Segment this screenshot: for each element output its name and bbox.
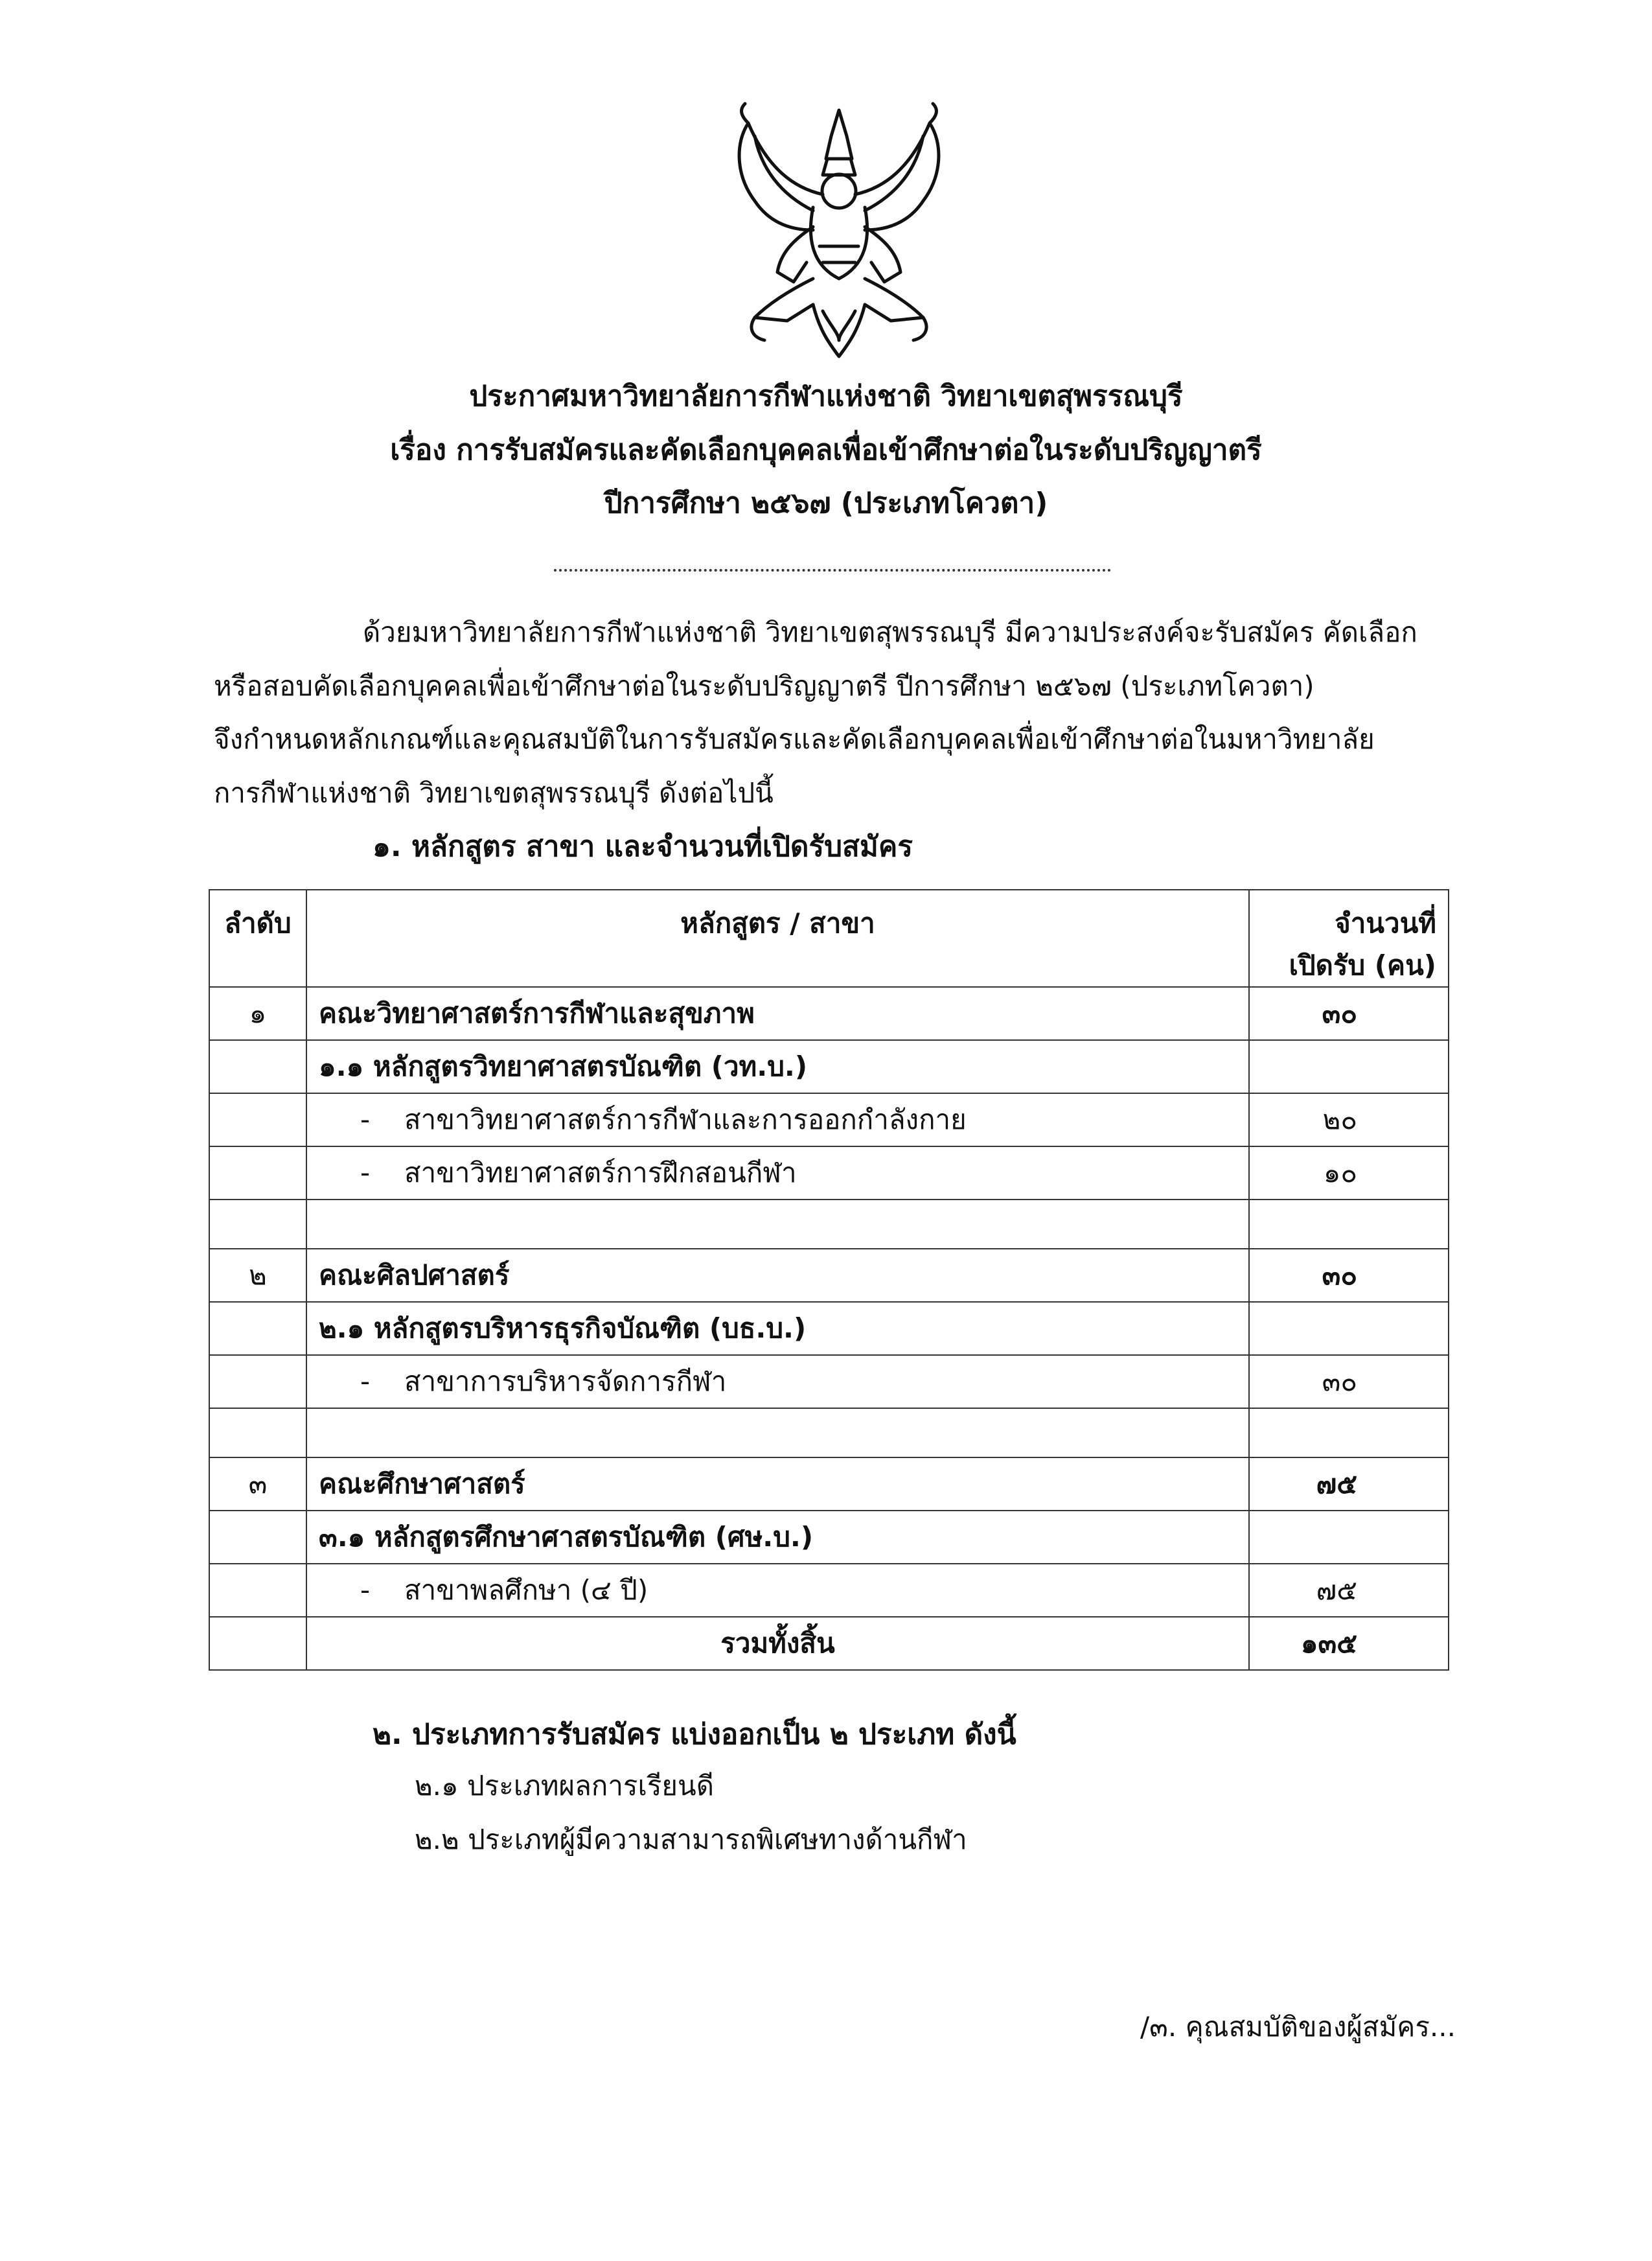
continuation-note: /๓. คุณสมบัติของผู้สมัคร... (1140, 2011, 1456, 2043)
program-name: ๒.๑ หลักสูตรบริหารธุรกิจบัณฑิต (บธ.บ.) (306, 1302, 1249, 1355)
major-count: ๒๐ (1249, 1093, 1449, 1146)
section-2-title: ๒. ประเภทการรับสมัคร แบ่งออกเป็น ๒ ประเภท ดังนี้ (373, 1718, 1016, 1751)
major-name (306, 1355, 1249, 1408)
table-row-blank (209, 1200, 1449, 1249)
faculty-name: คณะวิทยาศาสตร์การกีฬาและสุขภาพ (306, 987, 1249, 1040)
empty-cell (1249, 1511, 1449, 1564)
empty-cell (306, 1408, 1249, 1457)
section-2-item-1: ๒.๑ ประเภทผลการเรียนดี (415, 1770, 714, 1802)
major-label: สาขาพลศึกษา (๔ ปี) (404, 1574, 648, 1606)
major-label: สาขาวิทยาศาสตร์การกีฬาและการออกกำลังกาย (404, 1104, 967, 1136)
intro-line-1: ด้วยมหาวิทยาลัยการกีฬาแห่งชาติ วิทยาเขตสุพรรณบุรี มีความประสงค์จะรับสมัคร คัดเลือก (363, 616, 1417, 648)
table-row (209, 1093, 1449, 1146)
announcement-subject: เรื่อง การรับสมัครและคัดเลือกบุคคลเพื่อเข้าศึกษาต่อในระดับปริญญาตรี (390, 434, 1262, 467)
header-no: ลำดับ (209, 890, 306, 987)
dash: - (360, 1157, 371, 1189)
empty-cell (1249, 1408, 1449, 1457)
table-row-blank (209, 1408, 1449, 1457)
table-row (209, 1457, 1449, 1511)
empty-cell (1249, 1302, 1449, 1355)
empty-cell (209, 1408, 306, 1457)
table-row (209, 1511, 1449, 1564)
program-name: ๑.๑ หลักสูตรวิทยาศาสตรบัณฑิต (วท.บ.) (306, 1040, 1249, 1093)
intro-line-2: หรือสอบคัดเลือกบุคคลเพื่อเข้าศึกษาต่อในระดับปริญญาตรี ปีการศึกษา ๒๕๖๗ (ประเภทโควตา) (214, 670, 1314, 702)
major-label: สาขาวิทยาศาสตร์การฝึกสอนกีฬา (404, 1157, 797, 1189)
faculty-no: ๒ (209, 1249, 306, 1302)
empty-cell (209, 1040, 306, 1093)
empty-cell (209, 1511, 306, 1564)
total-label: รวมทั้งสิ้น (306, 1617, 1249, 1670)
empty-cell (209, 1617, 306, 1670)
programs-table (209, 889, 1449, 1671)
faculty-count: ๗๕ (1249, 1457, 1449, 1511)
intro-line-4: การกีฬาแห่งชาติ วิทยาเขตสุพรรณบุรี ดังต่อไปนี้ (214, 777, 774, 809)
section-2-item-2: ๒.๒ ประเภทผู้มีความสามารถพิเศษทางด้านกีฬา (415, 1824, 967, 1855)
section-1-title: ๑. หลักสูตร สาขา และจำนวนที่เปิดรับสมัคร (373, 830, 913, 863)
empty-cell (1249, 1200, 1449, 1249)
header-count (1249, 890, 1449, 987)
header-count-line-2: เปิดรับ (คน) (1289, 949, 1436, 982)
announcement-title: ประกาศมหาวิทยาลัยการกีฬาแห่งชาติ วิทยาเขตสุพรรณบุรี (469, 380, 1183, 413)
table-row (209, 1146, 1449, 1200)
empty-cell (209, 1200, 306, 1249)
major-label: สาขาการบริหารจัดการกีฬา (404, 1365, 727, 1398)
header-count-line-1: จำนวนที่ (1335, 907, 1436, 939)
faculty-no: ๑ (209, 987, 306, 1040)
table-header-row (209, 890, 1449, 987)
dotted-divider (554, 569, 1111, 572)
dash: - (360, 1574, 371, 1606)
table-row (209, 1040, 1449, 1093)
intro-paragraph-line (214, 616, 1443, 648)
intro-line-3: จึงกำหนดหลักเกณฑ์และคุณสมบัติในการรับสมัครและคัดเลือกบุคคลเพื่อเข้าศึกษาต่อในมหาวิทยาลัย (214, 723, 1375, 755)
empty-cell (1249, 1040, 1449, 1093)
program-name: ๓.๑ หลักสูตรศึกษาศาสตรบัณฑิต (ศษ.บ.) (306, 1511, 1249, 1564)
faculty-count: ๓๐ (1249, 987, 1449, 1040)
empty-cell (209, 1564, 306, 1617)
empty-cell (209, 1302, 306, 1355)
dash: - (360, 1365, 371, 1398)
faculty-count: ๓๐ (1249, 1249, 1449, 1302)
empty-cell (209, 1093, 306, 1146)
header-program: หลักสูตร / สาขา (306, 890, 1249, 987)
dash: - (360, 1104, 371, 1136)
empty-cell (209, 1355, 306, 1408)
major-name (306, 1564, 1249, 1617)
faculty-name: คณะศิลปศาสตร์ (306, 1249, 1249, 1302)
major-count: ๑๐ (1249, 1146, 1449, 1200)
table-row (209, 1355, 1449, 1408)
empty-cell (209, 1146, 306, 1200)
table-total-row (209, 1617, 1449, 1670)
faculty-no: ๓ (209, 1457, 306, 1511)
garuda-emblem-icon (716, 97, 962, 369)
major-count: ๓๐ (1249, 1355, 1449, 1408)
table-row (209, 1302, 1449, 1355)
total-count: ๑๓๕ (1249, 1617, 1449, 1670)
major-name (306, 1146, 1249, 1200)
major-count: ๗๕ (1249, 1564, 1449, 1617)
faculty-name: คณะศึกษาศาสตร์ (306, 1457, 1249, 1511)
table-row (209, 987, 1449, 1040)
major-name (306, 1093, 1249, 1146)
empty-cell (306, 1200, 1249, 1249)
table-row (209, 1249, 1449, 1302)
announcement-academic-year: ปีการศึกษา ๒๕๖๗ (ประเภทโควตา) (604, 487, 1048, 520)
table-row (209, 1564, 1449, 1617)
